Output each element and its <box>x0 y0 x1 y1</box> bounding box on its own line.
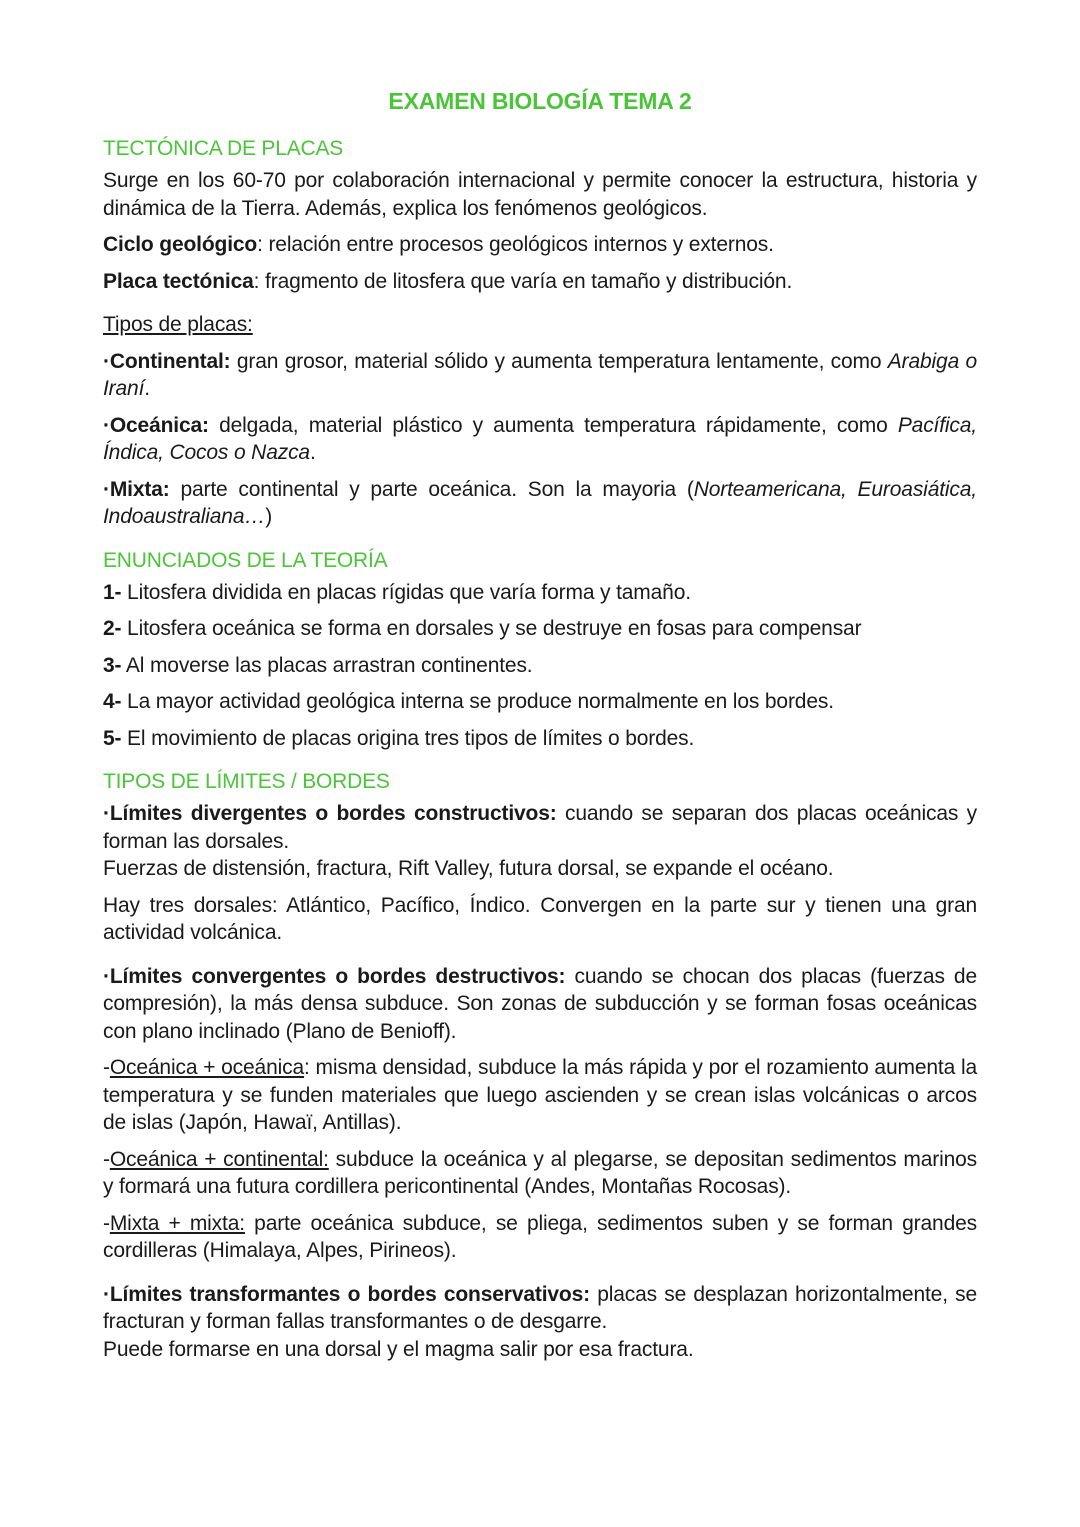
document-page <box>103 88 977 1363</box>
section-heading-enunciados: ENUNCIADOS DE LA TEORÍA <box>103 548 388 572</box>
document-title: EXAMEN BIOLOGÍA TEMA 2 <box>388 88 692 114</box>
oceanica-oceanica: -Oceánica + oceánica: misma densidad, subduce la más rápida y por el rozamiento aumenta la temperatura y se funden materiales que luego ascienden y se crean islas volcánicas o arcos de islas (Japón, Hawaï, Antillas). <box>103 1056 977 1134</box>
enunciados-list <box>103 579 977 753</box>
list-item: 1- Litosfera dividida en placas rígidas que varía forma y tamaño. <box>103 580 691 604</box>
placa-oceanica: ·Oceánica: delgada, material plástico y aumenta temperatura rápidamente, como Pacífica, Índica, Cocos o Nazca. <box>103 413 977 464</box>
list-item: 2- Litosfera oceánica se forma en dorsales y se destruye en fosas para compensar <box>103 617 862 640</box>
section-heading-limites: TIPOS DE LÍMITES / BORDES <box>103 770 390 793</box>
placa-continental: ·Continental: gran grosor, material sólido y aumenta temperatura lentamente, como Arabiga o Iraní. <box>103 349 978 400</box>
placa-mixta: ·Mixta: parte continental y parte oceánica. Son la mayoria (Norteamericana, Euroasiática, Indoaustraliana…) <box>103 477 977 528</box>
list-item: 4- La mayor actividad geológica interna se produce normalmente en los bordes. <box>103 690 834 713</box>
mixta-mixta: -Mixta + mixta: parte oceánica subduce, se pliega, sedimentos suben y se forman grandes cordilleras (Himalaya, Alpes, Pirineos). <box>103 1211 977 1262</box>
transformantes-extra: Puede formarse en una dorsal y el magma salir por esa fractura. <box>103 1337 694 1361</box>
divergentes-dorsales: Hay tres dorsales: Atlántico, Pacífico, Índico. Convergen en la parte sur y tienen una gran actividad volcánica. <box>103 893 977 944</box>
intro-paragraph: Surge en los 60-70 por colaboración internacional y permite conocer la estructura, historia y dinámica de la Tierra. Además, explica los fenómenos geológicos. <box>103 169 977 220</box>
term: Placa tectónica <box>103 269 254 293</box>
divergentes-fuerzas: Fuerzas de distensión, fractura, Rift Valley, futura dorsal, se expande el océano. <box>103 857 834 880</box>
tipos-placas-heading: Tipos de placas: <box>103 313 253 336</box>
limites-divergentes: ·Límites divergentes o bordes constructivos: cuando se separan dos placas oceánicas y forman las dorsales. <box>103 802 977 853</box>
section-heading-tectonica: TECTÓNICA DE PLACAS <box>103 137 344 160</box>
oceanica-continental: -Oceánica + continental: subduce la oceánica y al plegarse, se depositan sedimentos marinos y formará una futura cordillera pericontinental (Andes, Montañas Rocosas). <box>103 1147 977 1198</box>
limites-transformantes: ·Límites transformantes o bordes conservativos: placas se desplazan horizontalmente, se fracturan y forman fallas transformantes o de desgarre. <box>103 1282 978 1333</box>
list-item: 3- Al moverse las placas arrastran continentes. <box>103 653 533 677</box>
term: Ciclo geológico <box>103 233 258 256</box>
placa-tectonica-definition: Placa tectónica: fragmento de litosfera que varía en tamaño y distribución. <box>103 269 793 293</box>
ciclo-geologico-definition: Ciclo geológico: relación entre procesos geológicos internos y externos. <box>103 233 774 256</box>
limites-convergentes: ·Límites convergentes o bordes destructivos: cuando se chocan dos placas (fuerzas de compresión), la más densa subduce. Son zonas de subducción y se forman fosas oceánicas con plano inclinado (Plano de Benioff). <box>103 964 977 1043</box>
list-item: 5- El movimiento de placas origina tres tipos de límites o bordes. <box>103 726 695 750</box>
